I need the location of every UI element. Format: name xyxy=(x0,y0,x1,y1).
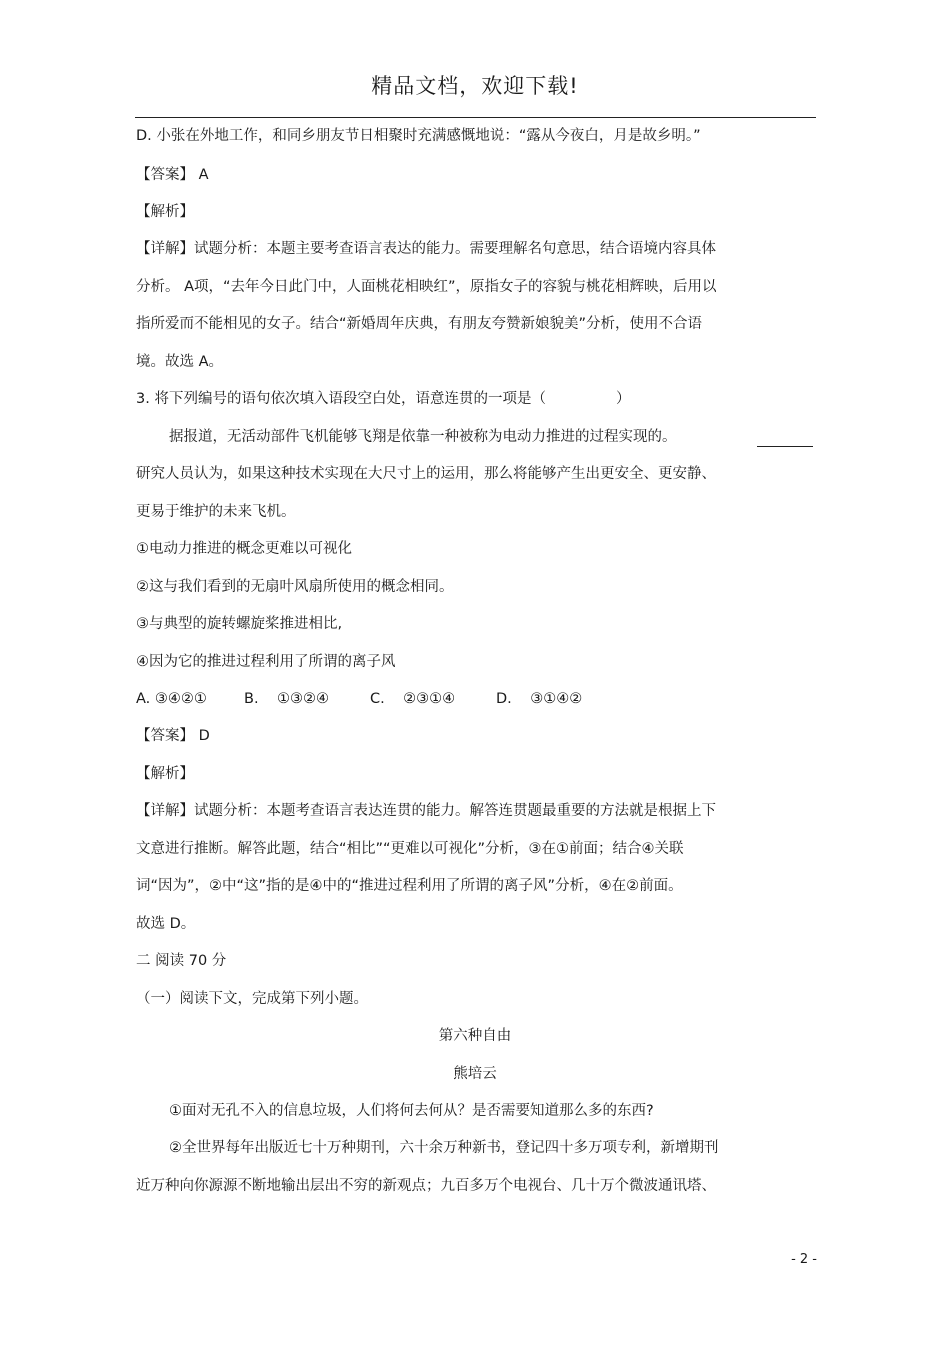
article-paragraph: 近万种向你源源不断地输出层出不穷的新观点；九百多万个电视台、几十万个微波通讯塔、 xyxy=(136,1178,716,1194)
article-paragraph: ②全世界每年出版近七十万种期刊，六十余万种新书，登记四十多万项专利，新增期刊 xyxy=(169,1140,719,1156)
detail-line: 文意进行推断。解答此题，结合“相比”“更难以可视化”分析，③在①前面；结合④关联 xyxy=(136,841,684,857)
choice-b-value: ①③②④ xyxy=(277,691,329,707)
choice-b xyxy=(244,689,370,709)
analysis-label: 【解析】 xyxy=(136,766,194,782)
sentence-4: ④因为它的推进过程利用了所谓的离子风 xyxy=(136,654,396,670)
article-author: 熊培云 xyxy=(453,1066,497,1082)
passage-line: 研究人员认为，如果这种技术实现在大尺寸上的运用，那么将能够产生出更安全、更安静、 xyxy=(136,466,716,482)
choice-options xyxy=(136,689,582,709)
page-number: - 2 - xyxy=(791,1252,817,1267)
article-paragraph: ①面对无孔不入的信息垃圾，人们将何去何从？是否需要知道那么多的东西? xyxy=(169,1103,654,1119)
detail-line: 故选 D。 xyxy=(136,916,196,932)
question-3-close: ） xyxy=(615,391,631,407)
detail-line: 【详解】试题分析：本题主要考查语言表达的能力。需要理解名句意思，结合语境内容具体 xyxy=(136,241,716,257)
choice-c xyxy=(370,689,496,709)
fill-blank-line xyxy=(757,446,813,447)
detail-line: 境。故选 A。 xyxy=(136,354,224,370)
sentence-3: ③与典型的旋转螺旋桨推进相比, xyxy=(136,616,343,632)
choice-a xyxy=(136,689,244,709)
page-header-title: 精品文档，欢迎下载! xyxy=(371,74,579,98)
answer-label: 【答案】 A xyxy=(136,167,209,183)
answer-label: 【答案】 D xyxy=(136,728,210,744)
choice-d-label: D. xyxy=(496,691,512,707)
detail-line: 指所爱而不能相见的女子。结合“新婚周年庆典，有朋友夸赞新娘貌美”分析，使用不合语 xyxy=(136,316,703,332)
detail-line: 词“因为”，②中“这”指的是④中的“推进过程利用了所谓的离子风”分析，④在②前面。 xyxy=(136,878,683,894)
section-heading: 二 阅读 70 分 xyxy=(136,953,227,969)
choice-d-value: ③①④② xyxy=(530,691,583,707)
option-d-line: D. 小张在外地工作，和同乡朋友节日相聚时充满感慨地说：“露从今夜白，月是故乡明。” xyxy=(136,128,701,144)
sentence-1: ①电动力推进的概念更难以可视化 xyxy=(136,541,352,557)
choice-a-value: ③④②① xyxy=(154,691,207,707)
passage-line: 据报道，无活动部件飞机能够飞翔是依靠一种被称为电动力推进的过程实现的。 xyxy=(169,429,677,445)
header-divider xyxy=(135,117,816,118)
passage-line: 更易于维护的未来飞机。 xyxy=(136,504,296,520)
question-3-stem xyxy=(136,389,630,409)
article-title: 第六种自由 xyxy=(438,1028,512,1044)
detail-line: 【详解】试题分析：本题考查语言表达连贯的能力。解答连贯题最重要的方法就是根据上下 xyxy=(136,803,716,819)
detail-line: 分析。 A项，“去年今日此门中，人面桃花相映红”，原指女子的容貌与桃花相辉映，后用以 xyxy=(136,279,717,295)
choice-d xyxy=(496,689,582,709)
choice-b-label: B. xyxy=(244,691,259,707)
choice-a-label: A. xyxy=(136,691,151,707)
choice-c-label: C. xyxy=(370,691,385,707)
sentence-2: ②这与我们看到的无扇叶风扇所使用的概念相同。 xyxy=(136,579,454,595)
choice-c-value: ②③①④ xyxy=(403,691,456,707)
question-3-text: 3. 将下列编号的语句依次填入语段空白处，语意连贯的一项是（ xyxy=(136,391,546,407)
reading-instruction: （一）阅读下文，完成第下列小题。 xyxy=(136,991,368,1007)
analysis-label: 【解析】 xyxy=(136,204,194,220)
